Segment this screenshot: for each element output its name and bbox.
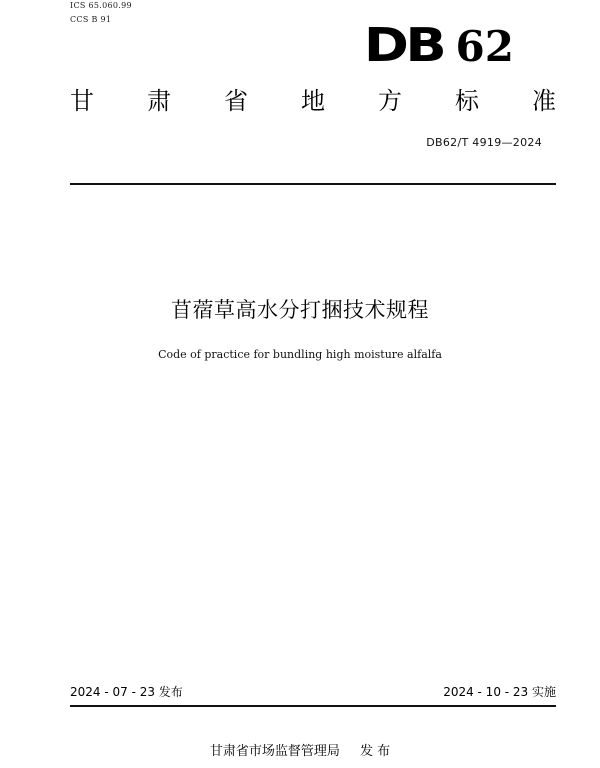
footer-divider <box>70 705 556 707</box>
standard-level-char: 甘 <box>70 87 94 115</box>
standard-level-char: 肃 <box>147 87 171 115</box>
db-logo-number: 62 <box>455 22 514 71</box>
standard-level-char: 地 <box>301 87 325 115</box>
standard-number: DB62/T 4919—2024 <box>426 136 542 149</box>
implementation-date: 2024 - 10 - 23 实施 <box>443 685 556 699</box>
document-title-chinese: 苜蓿草高水分打捆技术规程 <box>171 298 429 322</box>
standard-level-char: 标 <box>455 87 479 115</box>
issuing-authority <box>0 743 600 761</box>
standard-level-char: 准 <box>532 87 556 115</box>
ccs-code: CCS B 91 <box>70 15 112 24</box>
header-divider <box>70 183 556 185</box>
standard-level-char: 方 <box>378 87 402 115</box>
ics-code: ICS 65.060.99 <box>70 1 132 10</box>
issuer-action: 发 布 <box>359 744 391 759</box>
standard-level-char: 省 <box>224 87 248 115</box>
db-logo <box>364 18 514 72</box>
db-logo-letters: DB <box>364 18 444 72</box>
issuer-organization: 甘肃省市场监督管理局 <box>209 744 340 759</box>
release-date: 2024 - 07 - 23 发布 <box>70 685 183 699</box>
date-row <box>70 684 556 700</box>
document-title-english: Code of practice for bundling high moisture alfalfa <box>158 348 442 361</box>
standard-level-heading <box>70 86 556 116</box>
